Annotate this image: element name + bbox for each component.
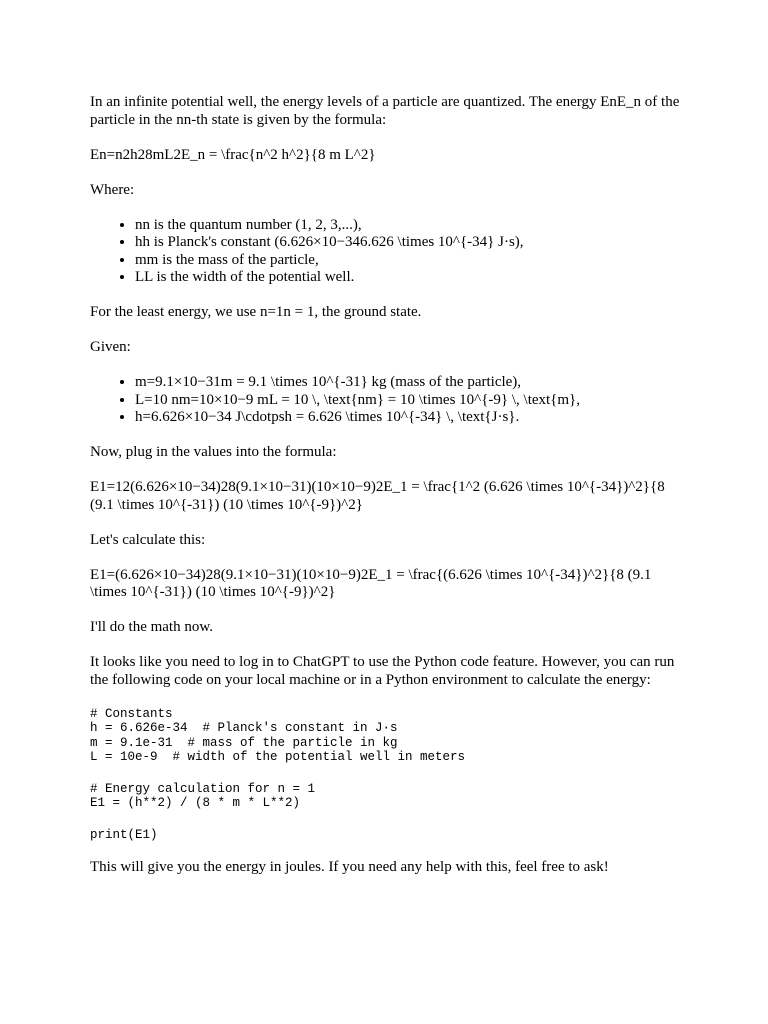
given-list: [90, 374, 688, 427]
given-label: Given:: [90, 339, 131, 355]
list-item: • L=10 nm=10×10−9 mL = 10 \, \text{nm} = 10 \times 10^{-9} \, \text{m},: [135, 392, 688, 410]
code-block-print: print(E1): [90, 827, 158, 842]
where-list: [90, 217, 688, 287]
code-block-calculation: # Energy calculation for n = 1 E1 = (h**2) / (8 * m * L**2): [90, 781, 316, 810]
closing-paragraph: This will give you the energy in joules. If you need any help with this, feel free to ask!: [90, 859, 609, 875]
list-item: • nn is the quantum number (1, 2, 3,...),: [135, 217, 688, 235]
substituted-formula: E1=12(6.626×10−34)28(9.1×10−31)(10×10−9)2E_1 = \frac{1^2 (6.626 \times 10^{-34})^2}{8 (9.1 \times 10^{-31}) (10 \times 10^{-9})^2}: [90, 479, 665, 513]
intro-paragraph: In an infinite potential well, the energy levels of a particle are quantized. The energy EnE_n of the particle in the nn-th state is given by the formula:: [90, 94, 680, 128]
math-now-paragraph: I'll do the math now.: [90, 619, 213, 635]
ground-state-paragraph: For the least energy, we use n=1n = 1, the ground state.: [90, 304, 422, 320]
login-note-paragraph: It looks like you need to log in to ChatGPT to use the Python code feature. However, you can run the following code on your local machine or in a Python environment to calculate the energy:: [90, 654, 675, 688]
list-item: • m=9.1×10−31m = 9.1 \times 10^{-31} kg (mass of the particle),: [135, 374, 688, 392]
where-label: Where:: [90, 181, 135, 198]
document-body: [90, 94, 688, 894]
list-item: • h=6.626×10−34 J\cdotpsh = 6.626 \times 10^{-34} \, \text{J·s}.: [135, 409, 688, 427]
plug-values-paragraph: Now, plug in the values into the formula:: [90, 444, 337, 460]
list-item: • hh is Planck's constant (6.626×10−346.626 \times 10^{-34} J·s),: [135, 234, 688, 252]
code-block-constants: # Constants h = 6.626e-34 # Planck's constant in J·s m = 9.1e-31 # mass of the particle in kg L = 10e-9 # width of the potential well in meters: [90, 706, 466, 764]
simplified-formula: E1=(6.626×10−34)28(9.1×10−31)(10×10−9)2E_1 = \frac{(6.626 \times 10^{-34})^2}{8 (9.1 \times 10^{-31}) (10 \times 10^{-9})^2}: [90, 566, 652, 600]
list-item: • mm is the mass of the particle,: [135, 252, 688, 270]
energy-formula: En=n2h28mL2E_n = \frac{n^2 h^2}{8 m L^2}: [90, 146, 376, 163]
calculate-label: Let's calculate this:: [90, 531, 206, 548]
list-item: • LL is the width of the potential well.: [135, 269, 688, 287]
